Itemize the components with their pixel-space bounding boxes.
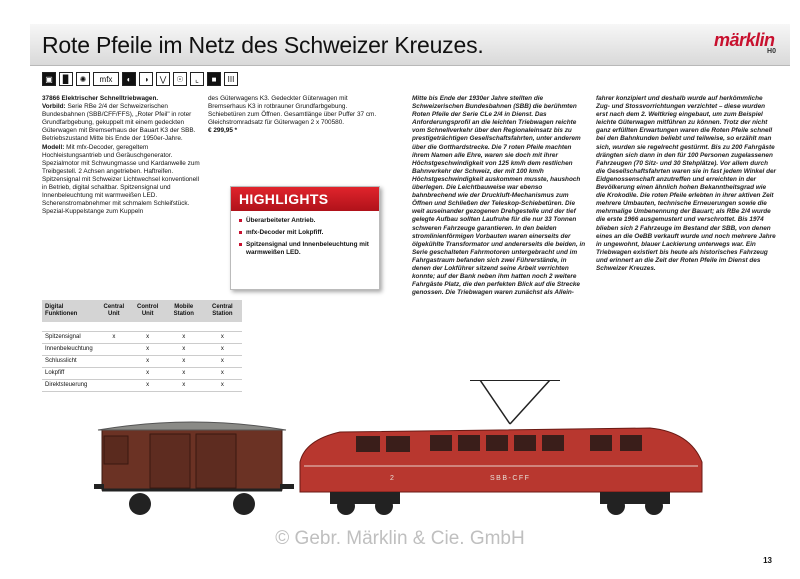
model-paragraph: Modell: Mit mfx-Decoder, geregeltem Hochleistungsantrieb und Geräuschgenerator. Spezialmotor mit Schwungmasse und Kardanwelle zum Treibgestell. 2 Achsen angetrieben. Haftreifen. Spitzensignal mit Schweizer Lichtwechsel konventionell in Betrieb, digital schaltbar. Spitzensignal und Innenbeleuchtung mit warmweißen LED. Scherenstromabnehmer mit schmalem Schleifstück. Spezial-Kuppelstange zum Kuppeln bbox=[42, 143, 200, 216]
product-description-cont bbox=[208, 95, 378, 135]
table-row: Innenbeleuchtung x x x bbox=[42, 343, 242, 355]
table-header-row bbox=[42, 300, 242, 322]
led-light-icon: ☉ bbox=[173, 72, 187, 86]
table-header: Central Unit bbox=[97, 300, 131, 322]
pictogram-row bbox=[42, 72, 238, 86]
era-iii-icon: III bbox=[224, 72, 238, 86]
table-row: Direktsteuerung x x x bbox=[42, 379, 242, 391]
highlight-item: mfx-Decoder mit Lokpfiff. bbox=[239, 229, 371, 237]
wagon-paragraph: des Güterwagens K3. Gedeckter Güterwagen mit Bremserhaus K3 in rotbrauner Grundfarbgebung. Schiebetüren zum Öffnen. Gesamtlänge über Puffer 37 cm. Gleichstromradsatz für Güterwagen 2 x 700580. bbox=[208, 95, 377, 127]
metal-icon: ■ bbox=[207, 72, 221, 86]
era-pictogram-icon: ▉ bbox=[59, 72, 73, 86]
table-row: Lokpfiff x x x bbox=[42, 367, 242, 379]
marklin-logo bbox=[714, 30, 776, 62]
page-title: Rote Pfeile im Netz des Schweizer Kreuzes. bbox=[42, 32, 484, 58]
history-text-left: Mitte bis Ende der 1930er Jahre stellten die Schweizerischen Bundesbahnen (SBB) die berühmten Roten Pfeile der Serie CLe 2/4 in Dienst. Das Anforderungsprofil an die leichten Triebwagen reichte vom Schnellverkehr über den Regionaleinsatz bis zu prestigeträchtigen Gesellschaftsfahrten, unter anderem über die Gotthardstrecke. Die 7 roten Pfeile machten ihrem Namen alle Ehre, waren sie doch mit ihrer Höchstgeschwindigkeit von 125 km/h dem restlichen Bahnverkehr der Schweiz, der mit 100 km/h Höchstgeschwindigkeit auskommen musste, haushoch überlegen. Die Leichtbauweise war ebenso bahnbrechend wie der Druckluft-Mechanismus zum Öffnen und Schließen der Teleskop-Schiebetüren. Die weit auseinander gezogenen Drehgestelle und der tief gelegte Aufbau sollten Laufruhe für die nur 33 Tonnen schweren Fahrzeuge garantieren. In den beiden stromlinienförmigen Vorbauten waren einerseits der ölgekühlte Transformator und andererseits die beiden, in Serie geschalteten Fahrmotoren untergebracht und im Fahrgastraum befanden sich zwei Führerstände, in denen der Lokführer sitzend seine Arbeit verrichten konnte; auf der Bank neben ihm hatten noch 2 weitere Fahrgäste Platz, die den perfekten Blick auf die Strecke genossen. Die Triebwagen waren zunächst als Allein- bbox=[412, 95, 586, 297]
logo-scale: H0 bbox=[767, 48, 776, 55]
table-header: Digital Funktionen bbox=[42, 300, 97, 322]
table-header: Control Unit bbox=[131, 300, 165, 322]
copyright-watermark: © Gebr. Märklin & Cie. GmbH bbox=[275, 528, 525, 549]
logo-text: märklin bbox=[714, 30, 775, 50]
highlights-title: HIGHLIGHTS bbox=[231, 187, 379, 211]
mfx-icon: mfx bbox=[93, 72, 119, 86]
digital-functions-table bbox=[42, 300, 242, 392]
locomotive-pictogram-icon: ▣ bbox=[42, 72, 56, 86]
history-text-right: fahrer konzipiert und deshalb wurde auf herkömmliche Zug- und Stossvorrichtungen verzichtet – diese wurden erst nach dem 2. Weltkrieg eingebaut, um zum Beispiel leichte Güterwagen mitführen zu können. Trotz der nicht ganz erfüllten Erwartungen waren die Roten Pfeile schnell bei den Bahnkunden beliebt und teilweise, so erzählt man sich, wurden sie regelrecht gestürmt. Bis zu 200 Fahrgäste drängten sich dann in den für 100 Personen zugelassenen Fahrzeugen (70 Sitz- und 30 Stehplätze). Vor allem durch die Gesellschaftsfahrten waren sie in fast jedem Winkel der Eidgenossenschaft anzutreffen und erreichten in der Bevölkerung einen ähnlich hohen Bekanntheitsgrad wie die Krokodile. Die roten Pfeile erlebten in ihrer aktiven Zeit mehrere Umbauten, technische Erneuerungen sowie die mehrmalige Umbenennung der Bauart; als RBe 2/4 wurde die erste 1966 ausgemustert und verschrottet. Bis 1974 blieben sich 2 Fahrzeuge im Bestand der SBB, von denen eines an die OeBB verkauft wurde und noch mehrere Jahre in ungewohnt, blauer Lackierung unterwegs war. Ein Triebwagen existiert bis heute als historisches Fahrzeug und erinnert an die Zeit der Roten Pfeile im Dienst des Schweizer Kreuzes. bbox=[596, 95, 777, 272]
pantograph-icon: ⋁ bbox=[156, 72, 170, 86]
digital-coupler-icon: ✺ bbox=[76, 72, 90, 86]
highlights-box bbox=[230, 186, 380, 290]
table-row: Schlusslicht x x x bbox=[42, 355, 242, 367]
table-spacer-row bbox=[42, 322, 242, 331]
header-bar bbox=[30, 24, 790, 66]
red-arrow-railcar bbox=[300, 380, 702, 515]
railcar-number: 2 bbox=[390, 475, 394, 482]
prototype-paragraph: Vorbild: Serie RBe 2/4 der Schweizerischen Bundesbahnen (SBB/CFF/FFS), „Roter Pfeil" in roter Grundfarbgebung, gekuppelt mit einem gedeckten Güterwagen mit Bremserhaus der Bauart K3 der SBB. Betriebszustand Mitte bis Ende der 1950er-Jahre. bbox=[42, 103, 196, 143]
train-illustration bbox=[90, 380, 710, 520]
table-header: Mobile Station bbox=[165, 300, 203, 322]
table-row: Spitzensignal x x x x bbox=[42, 331, 242, 343]
page-number: 13 bbox=[763, 556, 772, 565]
highlight-item: Überarbeiteter Antrieb. bbox=[239, 217, 371, 225]
highlight-item: Spitzensignal und Innenbeleuchtung mit warmweißen LED. bbox=[239, 241, 371, 257]
product-heading: 37866 Elektrischer Schnelltriebwagen. bbox=[42, 95, 159, 102]
railcar-lettering: SBB-CFF bbox=[490, 475, 531, 482]
price: € 299,95 * bbox=[208, 127, 238, 135]
coupling-icon: ⌞ bbox=[190, 72, 204, 86]
headlight-icon: ◐ bbox=[122, 72, 136, 86]
product-description bbox=[42, 95, 202, 216]
lights-icon: ◑ bbox=[139, 72, 153, 86]
highlights-list bbox=[231, 211, 379, 257]
table-header: Central Station bbox=[203, 300, 242, 322]
freight-wagon bbox=[94, 422, 294, 515]
